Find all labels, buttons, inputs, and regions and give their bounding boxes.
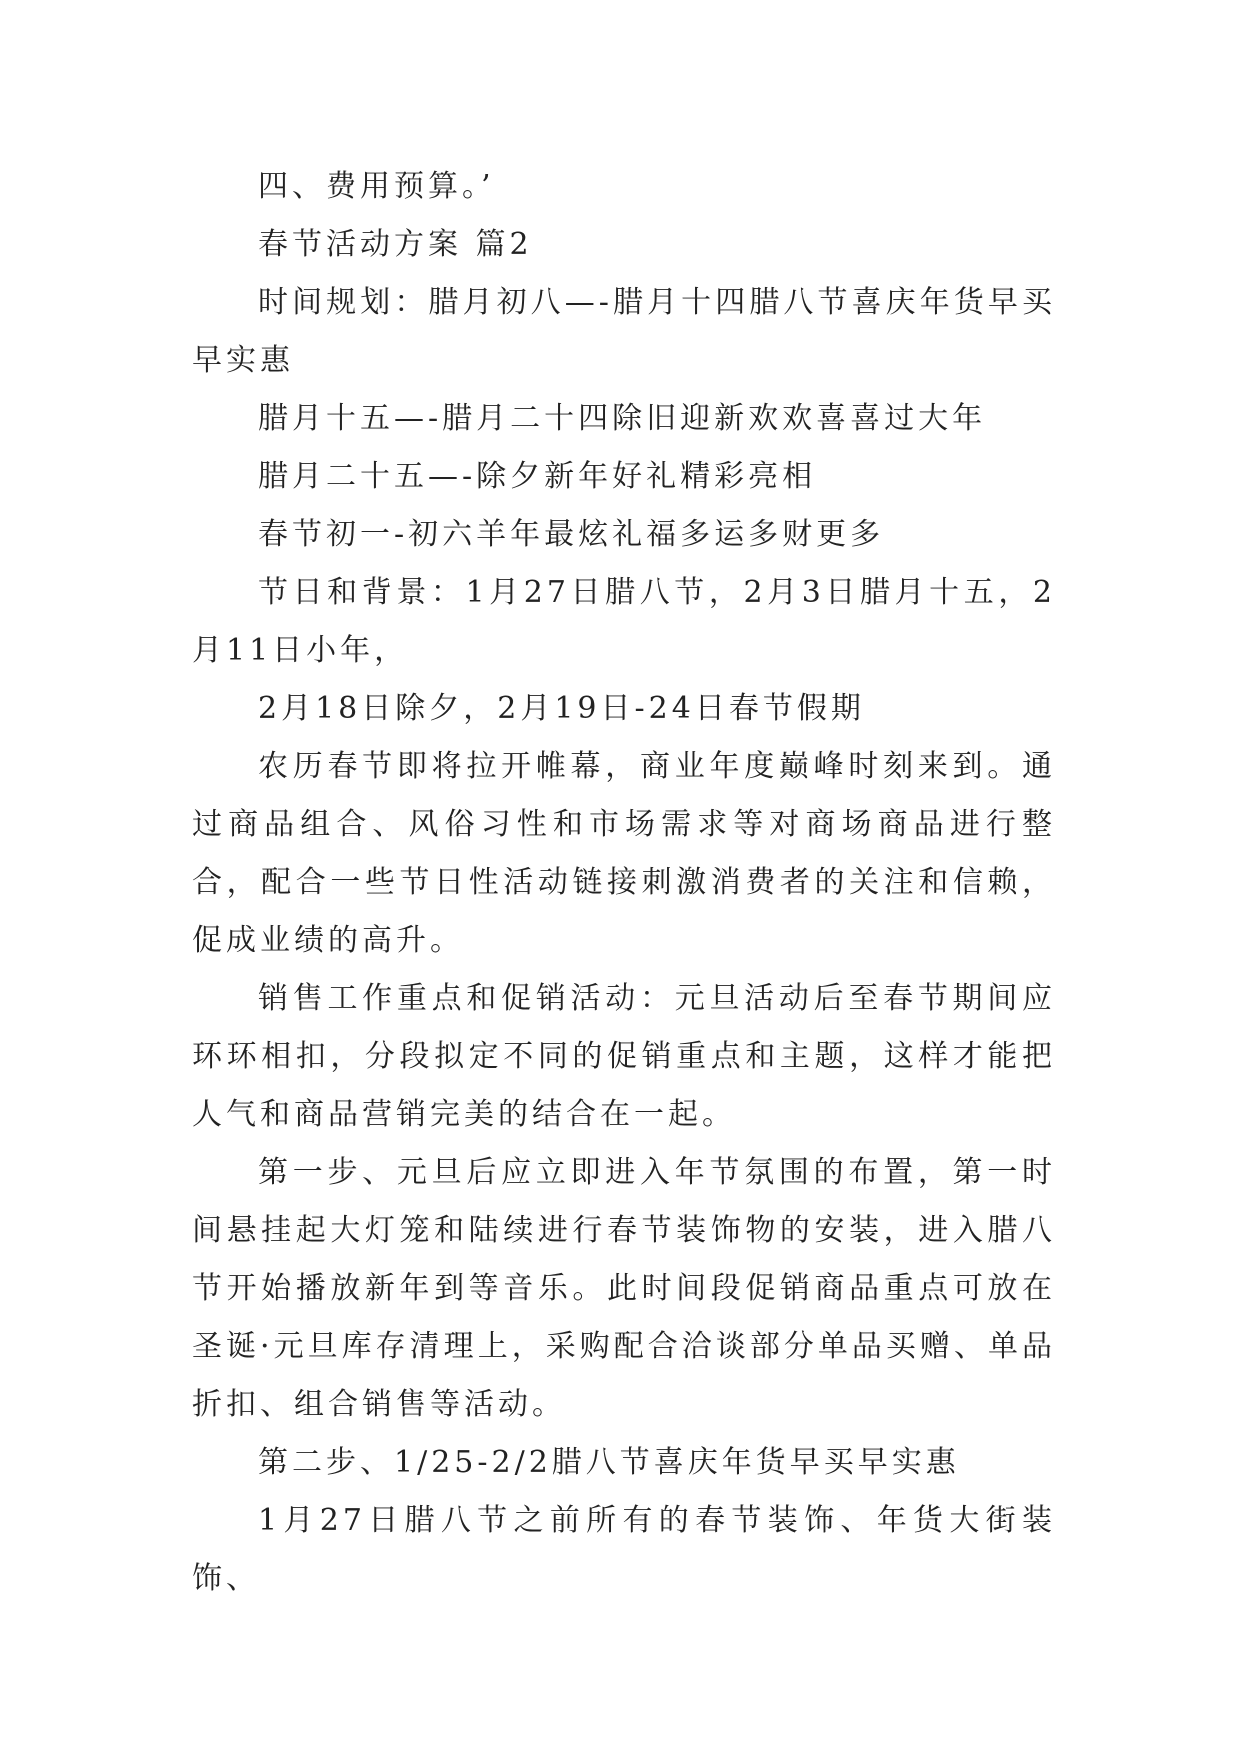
paragraph-intro: 农历春节即将拉开帷幕，商业年度巅峰时刻来到。通过商品组合、风俗习性和市场需求等对商场商品进行整合，配合一些节日性活动链接刺激消费者的关注和信赖，促成业绩的高升。 bbox=[192, 749, 1056, 958]
paragraph-sales-focus: 销售工作重点和促销活动：元旦活动后至春节期间应环环相扣，分段拟定不同的促销重点和主题，这样才能把人气和商品营销完美的结合在一起。 bbox=[192, 981, 1056, 1132]
paragraph-schedule: 时间规划：腊月初八—-腊月十四腊八节喜庆年货早买早实惠 bbox=[192, 285, 1056, 378]
document-body bbox=[192, 158, 1056, 1608]
section-heading: 春节活动方案 篇2 bbox=[258, 227, 533, 262]
paragraph-schedule-3: 腊月二十五—-除夕新年好礼精彩亮相 bbox=[258, 459, 817, 494]
paragraph-schedule-2: 腊月十五—-腊月二十四除旧迎新欢欢喜喜过大年 bbox=[258, 401, 987, 436]
paragraph-budget: 四、费用预算。’ bbox=[258, 169, 495, 204]
paragraph-holiday: 2月18日除夕，2月19日-24日春节假期 bbox=[258, 691, 865, 726]
paragraph-schedule-4: 春节初一-初六羊年最炫礼福多运多财更多 bbox=[258, 517, 885, 552]
paragraph-step-two-detail: 1月27日腊八节之前所有的春节装饰、年货大街装饰、 bbox=[192, 1503, 1056, 1596]
paragraph-background: 节日和背景：1月27日腊八节，2月3日腊月十五，2月11日小年， bbox=[192, 575, 1056, 668]
paragraph-step-one: 第一步、元旦后应立即进入年节氛围的布置，第一时间悬挂起大灯笼和陆续进行春节装饰物的安装，进入腊八节开始播放新年到等音乐。此时间段促销商品重点可放在圣诞·元旦库存清理上，采购配合洽谈部分单品买赠、单品折扣、组合销售等活动。 bbox=[192, 1155, 1056, 1422]
paragraph-step-two: 第二步、1/25-2/2腊八节喜庆年货早买早实惠 bbox=[258, 1445, 960, 1480]
